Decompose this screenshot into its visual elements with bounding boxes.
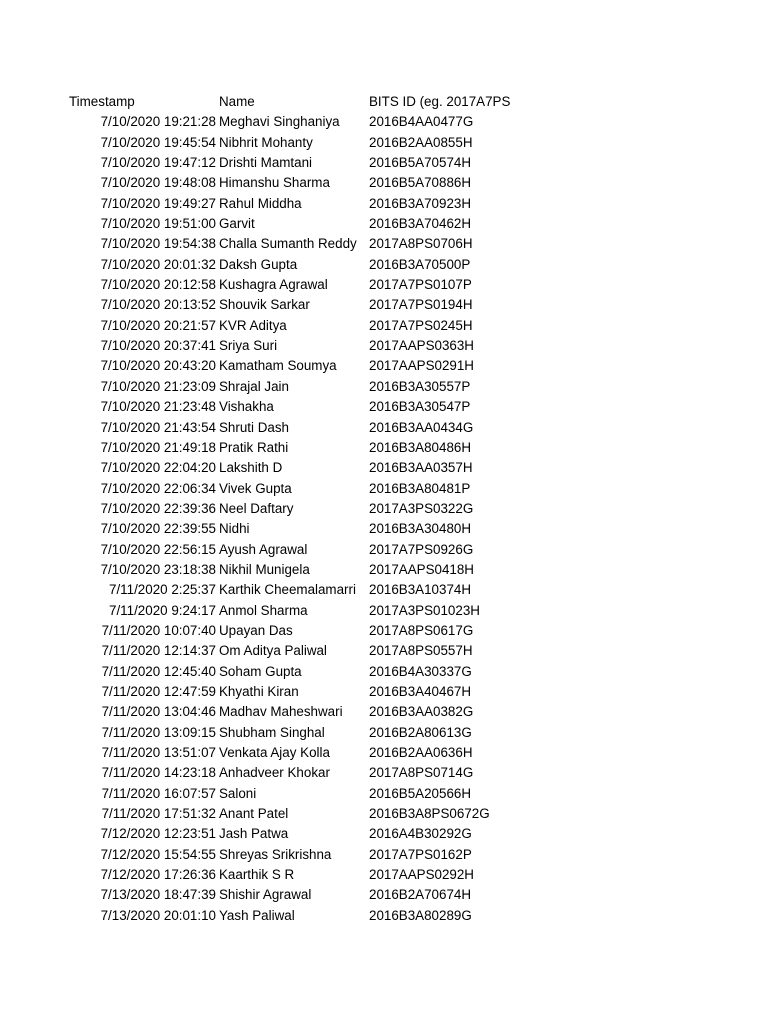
table-row — [0, 580, 768, 600]
timestamp-cell: 7/13/2020 20:01:10 — [100, 907, 216, 923]
name-cell: Shubham Singhal — [219, 724, 325, 740]
bits-id-cell: 2016B4A30337G — [369, 663, 472, 679]
table-row — [0, 255, 768, 275]
bits-id-cell: 2017A8PS0557H — [369, 643, 473, 659]
bits-id-cell: 2016B2A80613G — [369, 724, 472, 740]
timestamp-cell: 7/10/2020 19:21:28 — [100, 114, 216, 130]
timestamp-cell: 7/11/2020 2:25:37 — [109, 582, 216, 598]
name-cell: Challa Sumanth Reddy — [219, 236, 357, 252]
timestamp-cell: 7/10/2020 19:54:38 — [100, 236, 216, 252]
timestamp-cell: 7/10/2020 19:51:00 — [100, 216, 216, 232]
bits-id-cell: 2017AAPS0292H — [369, 867, 474, 883]
name-cell: Madhav Maheshwari — [219, 704, 343, 720]
name-cell: Jash Patwa — [219, 826, 289, 842]
name-cell: Nidhi — [219, 521, 250, 537]
timestamp-cell: 7/10/2020 19:45:54 — [100, 134, 216, 150]
name-cell: Pratik Rathi — [219, 439, 289, 455]
timestamp-cell: 7/10/2020 22:39:36 — [100, 500, 216, 516]
bits-id-cell: 2016B4AA0477G — [369, 114, 474, 130]
timestamp-cell: 7/13/2020 18:47:39 — [100, 887, 216, 903]
timestamp-cell: 7/10/2020 19:48:08 — [100, 175, 216, 191]
name-cell: Shrajal Jain — [219, 378, 289, 394]
bits-id-cell: 2017AAPS0363H — [369, 338, 474, 354]
bits-id-cell: 2017A8PS0714G — [369, 765, 474, 781]
table-row — [0, 438, 768, 458]
table-row — [0, 662, 768, 682]
bits-id-cell: 2016B3A10374H — [369, 582, 472, 598]
name-cell: Himanshu Sharma — [219, 175, 330, 191]
bits-id-cell: 2016B3A70500P — [369, 256, 471, 272]
bits-id-cell: 2017AAPS0291H — [369, 358, 474, 374]
bits-id-cell: 2016B3AA0434G — [369, 419, 474, 435]
name-cell: Shouvik Sarkar — [219, 297, 310, 313]
table-row — [0, 723, 768, 743]
name-cell: Daksh Gupta — [219, 256, 298, 272]
table-row — [0, 743, 768, 763]
name-cell: Rahul Middha — [219, 195, 302, 211]
bits-id-cell: 2016B5A20566H — [369, 785, 472, 801]
bits-id-cell: 2017A8PS0617G — [369, 622, 474, 638]
name-cell: Vivek Gupta — [219, 480, 292, 496]
table-row — [0, 601, 768, 621]
name-cell: Shruti Dash — [219, 419, 289, 435]
table-row — [0, 540, 768, 560]
table-row — [0, 397, 768, 417]
table-row — [0, 316, 768, 336]
timestamp-cell: 7/11/2020 13:51:07 — [101, 745, 216, 760]
bits-id-cell: 2016B3AA0382G — [369, 704, 474, 720]
bits-id-cell: 2016B3AA0357H — [369, 460, 473, 476]
bits-id-cell: 2016B5A70574H — [369, 155, 472, 171]
timestamp-cell: 7/10/2020 19:47:12 — [100, 155, 216, 171]
bits-id-cell: 2017A7PS0107P — [369, 277, 472, 293]
name-cell: Soham Gupta — [219, 663, 302, 679]
table-row — [0, 784, 768, 804]
name-cell: Kushagra Agrawal — [219, 277, 328, 293]
bits-id-cell: 2017A7PS0926G — [369, 541, 474, 557]
table-row — [0, 112, 768, 132]
table-row — [0, 153, 768, 173]
name-cell: Ayush Agrawal — [219, 541, 308, 557]
timestamp-cell: 7/10/2020 20:13:52 — [100, 297, 216, 313]
timestamp-cell: 7/10/2020 22:06:34 — [100, 480, 216, 496]
timestamp-cell: 7/11/2020 14:23:18 — [101, 765, 216, 781]
table-row — [0, 702, 768, 722]
bits-id-cell: 2016B3A40467H — [369, 683, 472, 699]
timestamp-cell: 7/10/2020 21:43:54 — [100, 419, 216, 435]
name-cell: Anant Patel — [219, 806, 289, 822]
bits-id-cell: 2017A7PS0194H — [369, 297, 473, 313]
table-body — [0, 112, 768, 926]
timestamp-cell: 7/10/2020 21:23:09 — [100, 378, 216, 394]
table-row — [0, 356, 768, 376]
bits-id-cell: 2017AAPS0418H — [369, 561, 474, 577]
table-row — [0, 804, 768, 824]
table-row — [0, 418, 768, 438]
bits-id-cell: 2016B3A8PS0672G — [369, 806, 490, 822]
spreadsheet-table — [0, 92, 768, 926]
bits-id-cell: 2016B3A80486H — [369, 439, 472, 455]
name-cell: Sriya Suri — [219, 338, 278, 354]
table-row — [0, 763, 768, 783]
bits-id-cell: 2017A7PS0162P — [369, 846, 472, 862]
timestamp-cell: 7/10/2020 21:23:48 — [100, 399, 216, 415]
name-cell: Garvit — [219, 216, 255, 232]
table-row — [0, 275, 768, 295]
name-cell: Anhadveer Khokar — [219, 765, 330, 781]
table-row — [0, 885, 768, 905]
name-cell: Upayan Das — [219, 622, 293, 638]
name-cell: Shreyas Srikrishna — [219, 846, 332, 862]
bits-id-cell: 2016B3A70923H — [369, 195, 472, 211]
table-row — [0, 295, 768, 315]
bits-id-cell: 2016B3A80289G — [369, 907, 472, 923]
table-row — [0, 824, 768, 844]
name-cell: Meghavi Singhaniya — [219, 114, 340, 130]
timestamp-cell: 7/10/2020 20:01:32 — [100, 256, 216, 272]
timestamp-cell: 7/11/2020 16:07:57 — [101, 785, 216, 801]
header-bits-id: BITS ID (eg. 2017A7PS — [369, 94, 511, 109]
table-row — [0, 865, 768, 885]
bits-id-cell: 2017A3PS01023H — [369, 602, 480, 618]
bits-id-cell: 2016B3A30480H — [369, 521, 472, 537]
name-cell: Drishti Mamtani — [219, 155, 313, 171]
table-row — [0, 499, 768, 519]
table-row — [0, 519, 768, 539]
table-row — [0, 194, 768, 214]
timestamp-cell: 7/10/2020 20:37:41 — [100, 338, 216, 354]
name-cell: Nikhil Munigela — [219, 561, 310, 577]
bits-id-cell: 2017A3PS0322G — [369, 500, 474, 516]
table-row — [0, 214, 768, 234]
table-row — [0, 906, 768, 926]
bits-id-cell: 2016B2A70674H — [369, 887, 472, 903]
name-cell: Saloni — [219, 785, 257, 801]
table-row — [0, 641, 768, 661]
name-cell: Yash Paliwal — [219, 907, 295, 923]
name-cell: Shishir Agrawal — [219, 887, 312, 903]
table-row — [0, 682, 768, 702]
timestamp-cell: 7/11/2020 9:24:17 — [109, 602, 216, 618]
name-cell: Venkata Ajay Kolla — [219, 745, 330, 760]
timestamp-cell: 7/11/2020 12:47:59 — [101, 683, 216, 699]
name-cell: Kaarthik S R — [219, 867, 295, 883]
table-row — [0, 336, 768, 356]
timestamp-cell: 7/10/2020 22:04:20 — [100, 460, 216, 476]
name-cell: Vishakha — [219, 399, 274, 415]
bits-id-cell: 2016B3A30547P — [369, 399, 471, 415]
timestamp-cell: 7/12/2020 17:26:36 — [100, 867, 216, 883]
timestamp-cell: 7/11/2020 12:45:40 — [101, 663, 216, 679]
timestamp-cell: 7/10/2020 22:56:15 — [100, 541, 216, 557]
name-cell: Khyathi Kiran — [219, 683, 299, 699]
header-name: Name — [219, 94, 255, 109]
table-row — [0, 377, 768, 397]
table-row — [0, 458, 768, 478]
bits-id-cell: 2016B3A80481P — [369, 480, 471, 496]
timestamp-cell: 7/10/2020 23:18:38 — [100, 561, 216, 577]
header-row — [0, 92, 768, 112]
name-cell: KVR Aditya — [219, 317, 287, 333]
bits-id-cell: 2016B3A70462H — [369, 216, 472, 232]
bits-id-cell: 2017A8PS0706H — [369, 236, 473, 252]
timestamp-cell: 7/11/2020 17:51:32 — [101, 806, 216, 822]
name-cell: Om Aditya Paliwal — [219, 643, 327, 659]
timestamp-cell: 7/11/2020 10:07:40 — [101, 622, 216, 638]
name-cell: Neel Daftary — [219, 500, 294, 516]
bits-id-cell: 2016B5A70886H — [369, 175, 472, 191]
bits-id-cell: 2016B3A30557P — [369, 378, 471, 394]
name-cell: Karthik Cheemalamarri — [219, 582, 356, 598]
timestamp-cell: 7/10/2020 20:12:58 — [100, 277, 216, 293]
bits-id-cell: 2016A4B30292G — [369, 826, 472, 842]
table-row — [0, 173, 768, 193]
name-cell: Anmol Sharma — [219, 602, 308, 618]
table-row — [0, 479, 768, 499]
name-cell: Nibhrit Mohanty — [219, 134, 313, 150]
header-timestamp: Timestamp — [69, 94, 135, 109]
timestamp-cell: 7/11/2020 13:04:46 — [101, 704, 216, 720]
table-row — [0, 133, 768, 153]
table-row — [0, 560, 768, 580]
timestamp-cell: 7/10/2020 20:43:20 — [100, 358, 216, 374]
name-cell: Kamatham Soumya — [219, 358, 337, 374]
name-cell: Lakshith D — [219, 460, 283, 476]
bits-id-cell: 2016B2AA0855H — [369, 134, 473, 150]
timestamp-cell: 7/10/2020 19:49:27 — [100, 195, 216, 211]
table-row — [0, 845, 768, 865]
timestamp-cell: 7/10/2020 22:39:55 — [100, 521, 216, 537]
table-row — [0, 234, 768, 254]
bits-id-cell: 2016B2AA0636H — [369, 745, 473, 760]
timestamp-cell: 7/10/2020 20:21:57 — [100, 317, 216, 333]
table-row — [0, 621, 768, 641]
timestamp-cell: 7/12/2020 12:23:51 — [100, 826, 216, 842]
bits-id-cell: 2017A7PS0245H — [369, 317, 473, 333]
timestamp-cell: 7/12/2020 15:54:55 — [100, 846, 216, 862]
timestamp-cell: 7/11/2020 12:14:37 — [101, 643, 216, 659]
timestamp-cell: 7/11/2020 13:09:15 — [101, 724, 216, 740]
timestamp-cell: 7/10/2020 21:49:18 — [100, 439, 216, 455]
